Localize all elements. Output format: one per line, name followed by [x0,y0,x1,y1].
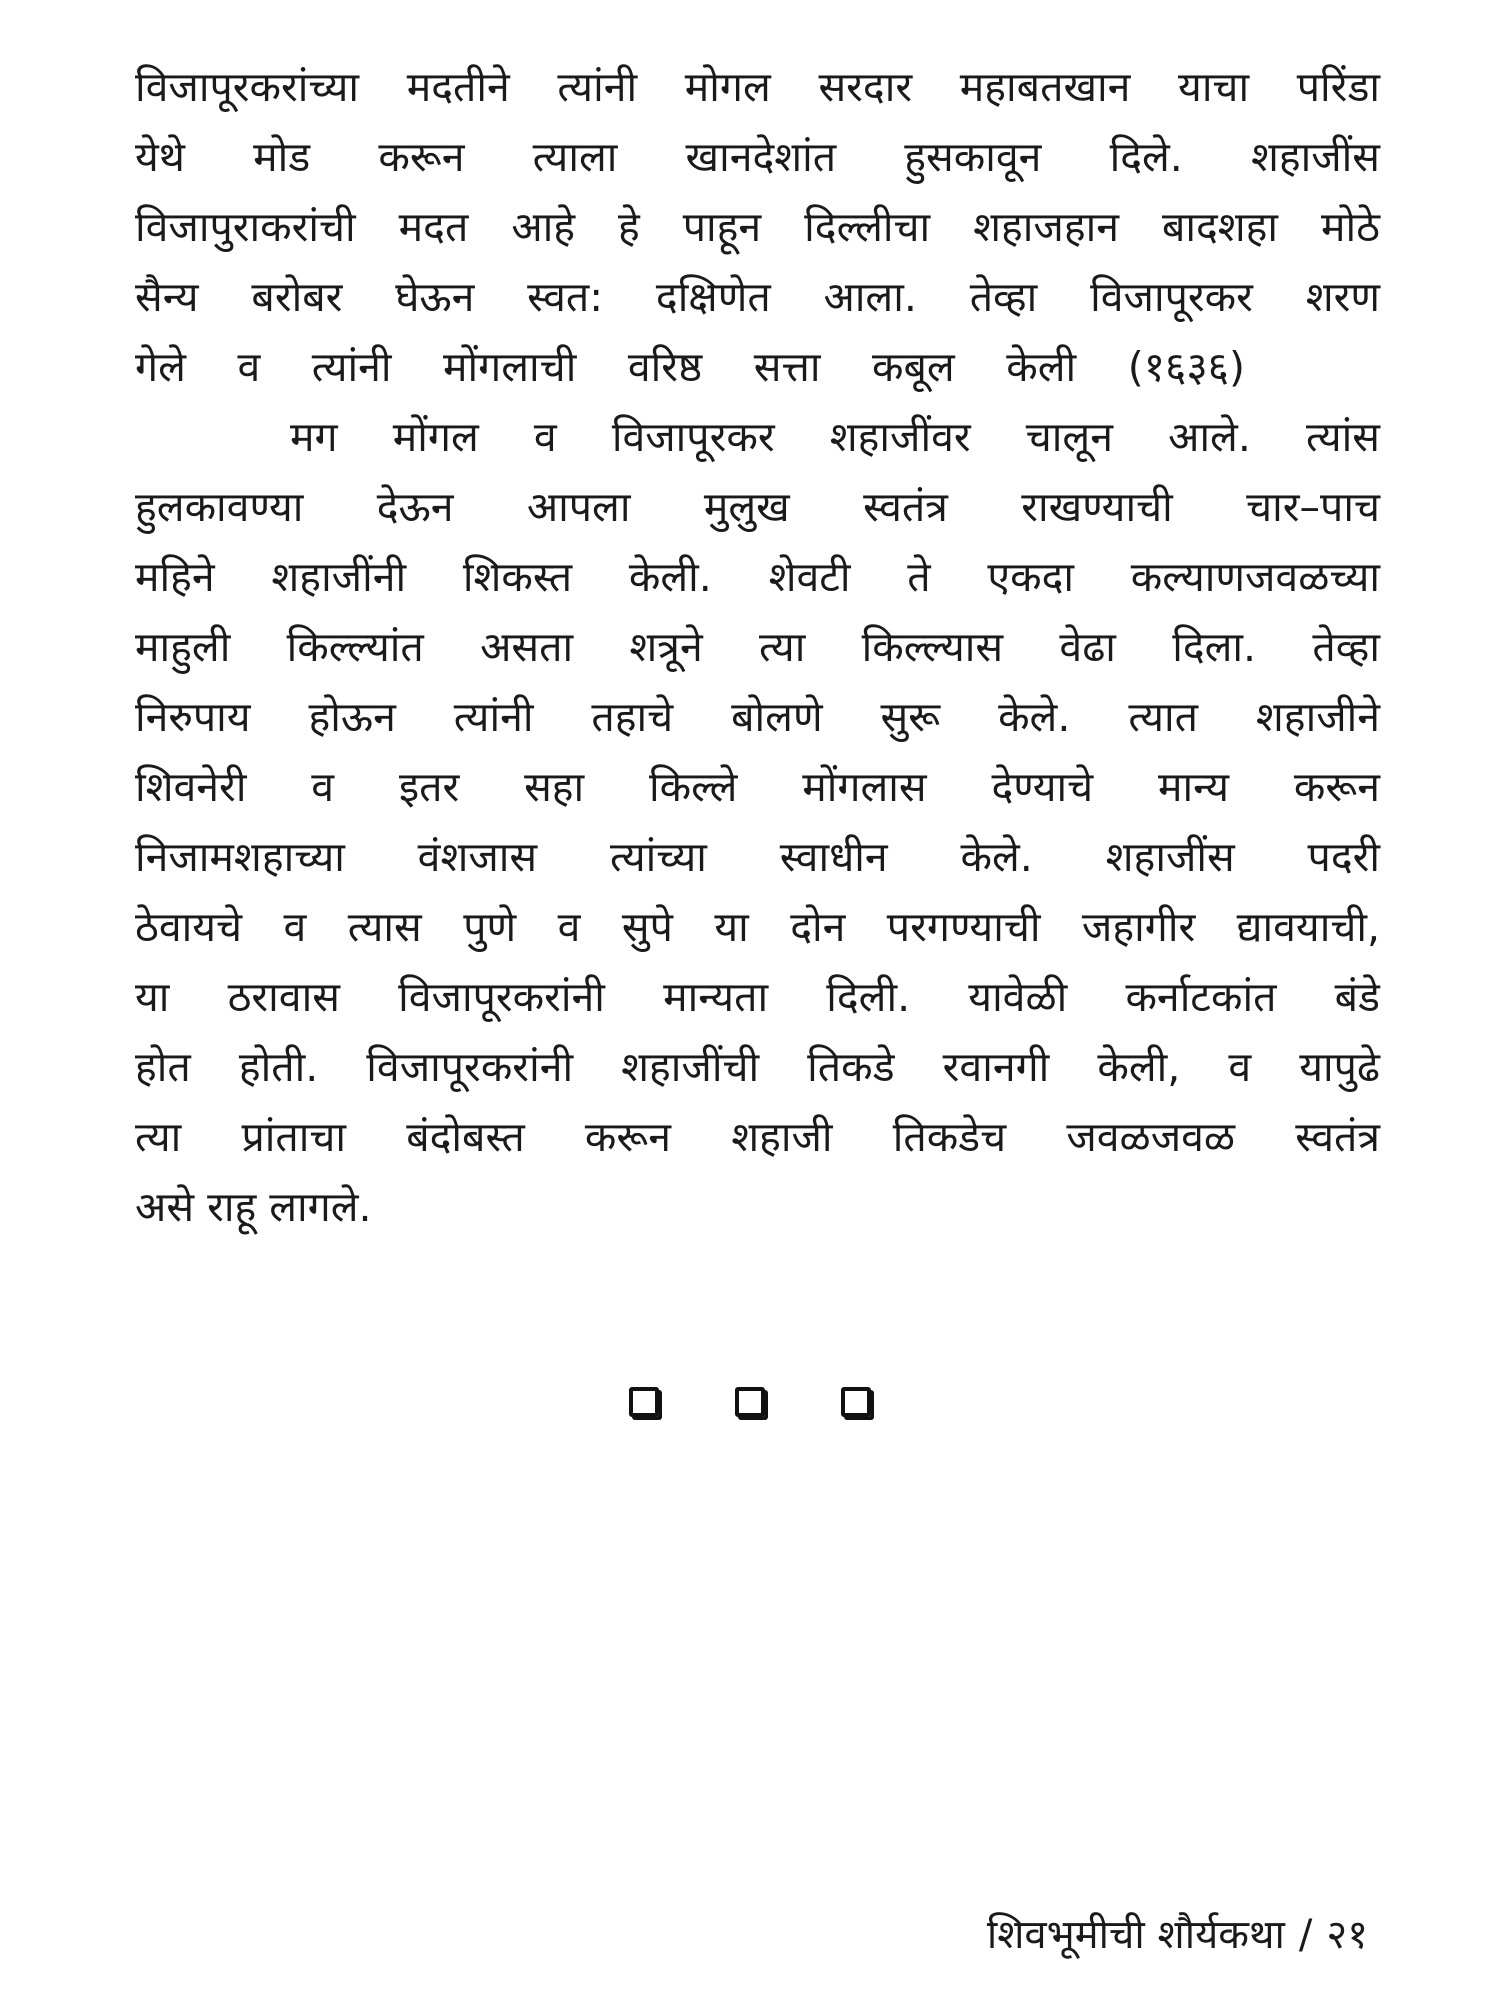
square-bullet-icon [629,1387,659,1417]
paragraph-line: महिने शहाजींनी शिकस्त केली. शेवटी ते एकदा कल्याणजवळच्या [135,553,1380,601]
paragraph-line: होत होती. विजापूरकरांनी शहाजींची तिकडे रवानगी केली, व यापुढे [135,1043,1380,1091]
section-break-ornament [0,1380,1500,1421]
paragraph-line: विजापुराकरांची मदत आहे हे पाहून दिल्लीचा शहाजहान बादशहा मोठे [135,203,1380,251]
book-title: शिवभूमीची शौर्यकथा [986,1912,1285,1958]
body-text [135,52,1380,1242]
square-bullet-icon [841,1387,871,1417]
footer-separator: / [1298,1912,1313,1958]
paragraph-line: गेले व त्यांनी मोंगलाची वरिष्ठ सत्ता कबूल केली (१६३६) [135,343,1245,391]
paragraph-line: निजामशहाच्या वंशजास त्यांच्या स्वाधीन केले. शहाजींस पदरी [135,833,1380,881]
paragraph-line: निरुपाय होऊन त्यांनी तहाचे बोलणे सुरू केले. त्यात शहाजीने [135,693,1380,741]
paragraph-line: या ठरावास विजापूरकरांनी मान्यता दिली. यावेळी कर्नाटकांत बंडे [135,973,1380,1021]
paragraph-line: विजापूरकरांच्या मदतीने त्यांनी मोगल सरदार महाबतखान याचा परिंडा [135,63,1380,111]
paragraph-2 [135,402,1380,1242]
paragraph-line: सैन्य बरोबर घेऊन स्वत: दक्षिणेत आला. तेव्हा विजापूरकर शरण [135,273,1380,321]
paragraph-line: हुलकावण्या देऊन आपला मुलुख स्वतंत्र राखण्याची चार–पाच [135,483,1380,531]
paragraph-line: त्या प्रांताचा बंदोबस्त करून शहाजी तिकडेच जवळजवळ स्वतंत्र [135,1113,1380,1161]
paragraph-line: माहुली किल्ल्यांत असता शत्रूने त्या किल्ल्यास वेढा दिला. तेव्हा [135,623,1380,671]
paragraph-line: येथे मोड करून त्याला खानदेशांत हुसकावून दिले. शहाजींस [135,133,1380,181]
page-footer [987,1910,1368,1960]
page-number: २१ [1326,1912,1368,1958]
paragraph-line: मग मोंगल व विजापूरकर शहाजींवर चालून आले. त्यांस [290,413,1380,461]
paragraph-1 [135,52,1380,402]
paragraph-line: असे राहू लागले. [135,1183,372,1231]
paragraph-line: ठेवायचे व त्यास पुणे व सुपे या दोन परगण्याची जहागीर द्यावयाची, [135,903,1380,951]
square-bullet-icon [735,1387,765,1417]
paragraph-line: शिवनेरी व इतर सहा किल्ले मोंगलास देण्याचे मान्य करून [135,763,1380,811]
